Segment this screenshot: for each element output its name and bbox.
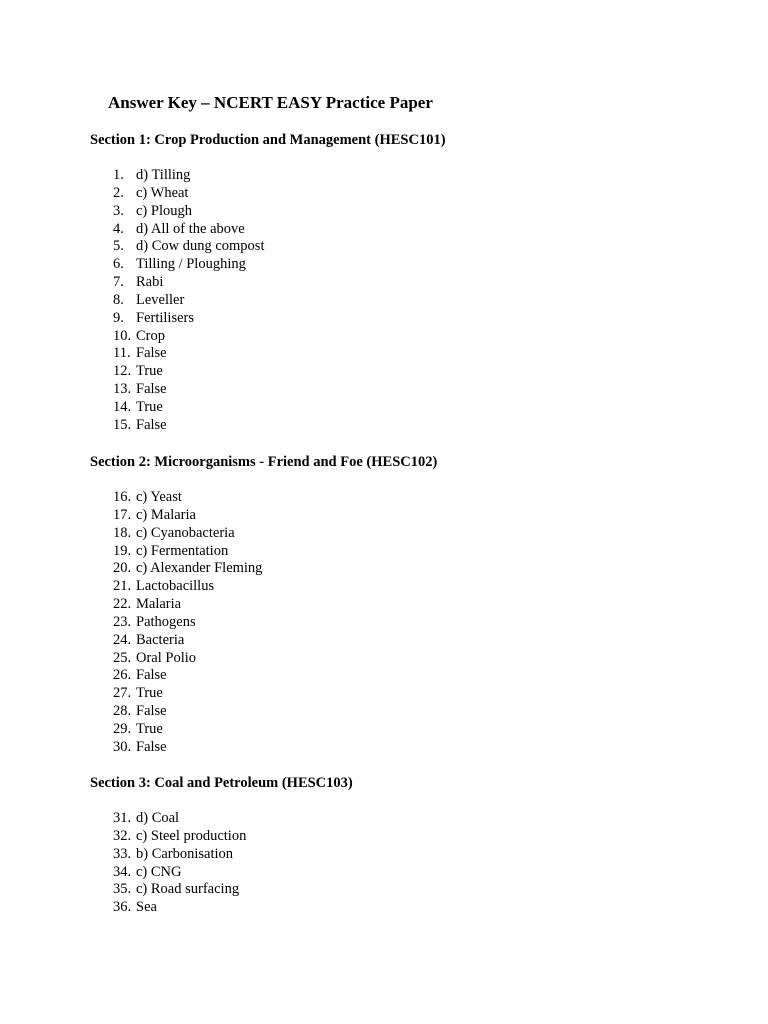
answer-text: True [136,720,163,737]
answer-number: 30. [113,738,132,755]
answer-number: 6. [113,256,124,273]
answer-number: 11. [113,345,131,362]
answer-text: d) Coal [136,810,180,826]
answer-number: 19. [113,542,132,559]
answer-text: d) Tilling [136,167,191,183]
answer-number: 29. [113,720,132,737]
answer-text: Tilling / Ploughing [136,256,246,273]
answer-number: 14. [113,398,132,415]
answer-number: 34. [113,863,132,880]
answer-text: Bacteria [136,631,185,648]
answer-text: c) Wheat [136,184,189,201]
answer-text: c) Plough [136,202,192,219]
answer-text: c) Road surfacing [136,881,240,898]
answer-number: 35. [113,881,132,898]
answer-text: d) Cow dung compost [136,238,265,255]
answer-text: False [136,703,167,720]
answer-number: 32. [113,827,132,844]
answer-text: Fertilisers [136,309,194,326]
answer-number: 23. [113,613,132,630]
answer-text: Crop [136,327,165,344]
answer-text: Oral Polio [136,649,197,666]
answer-number: 18. [113,524,132,541]
answer-number: 24. [113,631,132,648]
answer-text: Sea [136,899,157,916]
answer-text: c) Yeast [136,489,182,505]
answer-text: Malaria [136,596,182,613]
answer-number: 36. [113,899,132,916]
answer-text: b) Carbonisation [136,845,234,862]
answer-text: c) Alexander Fleming [136,560,263,577]
answer-number: 4. [113,220,124,237]
answer-text: c) Malaria [136,506,196,523]
answer-text: True [136,685,163,702]
answer-text: c) CNG [136,863,182,880]
section-heading-2: Section 2: Microorganisms - Friend and Foe (HESC102) [90,454,438,470]
answer-text: Pathogens [136,613,196,630]
answer-text: Rabi [136,274,164,291]
answer-text: True [136,398,163,415]
section-heading-3: Section 3: Coal and Petroleum (HESC103) [90,775,353,791]
answer-number: 5. [113,238,124,255]
answer-number: 20. [113,560,132,577]
answer-number: 15. [113,416,132,433]
answer-number: 17. [113,506,132,523]
answer-number: 16. [113,489,132,505]
answer-text: c) Fermentation [136,542,229,559]
answer-number: 10. [113,327,132,344]
answer-text: False [136,416,167,433]
answer-text: c) Steel production [136,827,247,844]
answer-number: 27. [113,685,132,702]
answer-text: Lactobacillus [136,578,215,595]
answer-number: 8. [113,291,124,308]
document-title: Answer Key – NCERT EASY Practice Paper [108,93,433,112]
answer-number: 13. [113,381,132,398]
answer-number: 25. [113,649,132,666]
answer-number: 2. [113,184,124,201]
answer-number: 12. [113,363,132,380]
answer-text: True [136,363,163,380]
answer-text: d) All of the above [136,220,245,237]
answer-number: 31. [113,810,132,826]
answer-text: Leveller [136,291,185,308]
answer-number: 3. [113,202,124,219]
answer-number: 22. [113,596,132,613]
answer-text: False [136,381,167,398]
answer-number: 33. [113,845,132,862]
answer-number: 28. [113,703,132,720]
answer-text: False [136,667,167,684]
answer-text: False [136,345,167,362]
answer-number: 7. [113,274,124,291]
answer-text: False [136,738,167,755]
answer-number: 1. [113,167,124,183]
section-heading-1: Section 1: Crop Production and Management (HESC101) [90,132,446,148]
answer-number: 21. [113,578,132,595]
answer-text: c) Cyanobacteria [136,524,235,541]
answer-number: 26. [113,667,132,684]
answer-number: 9. [113,309,124,326]
